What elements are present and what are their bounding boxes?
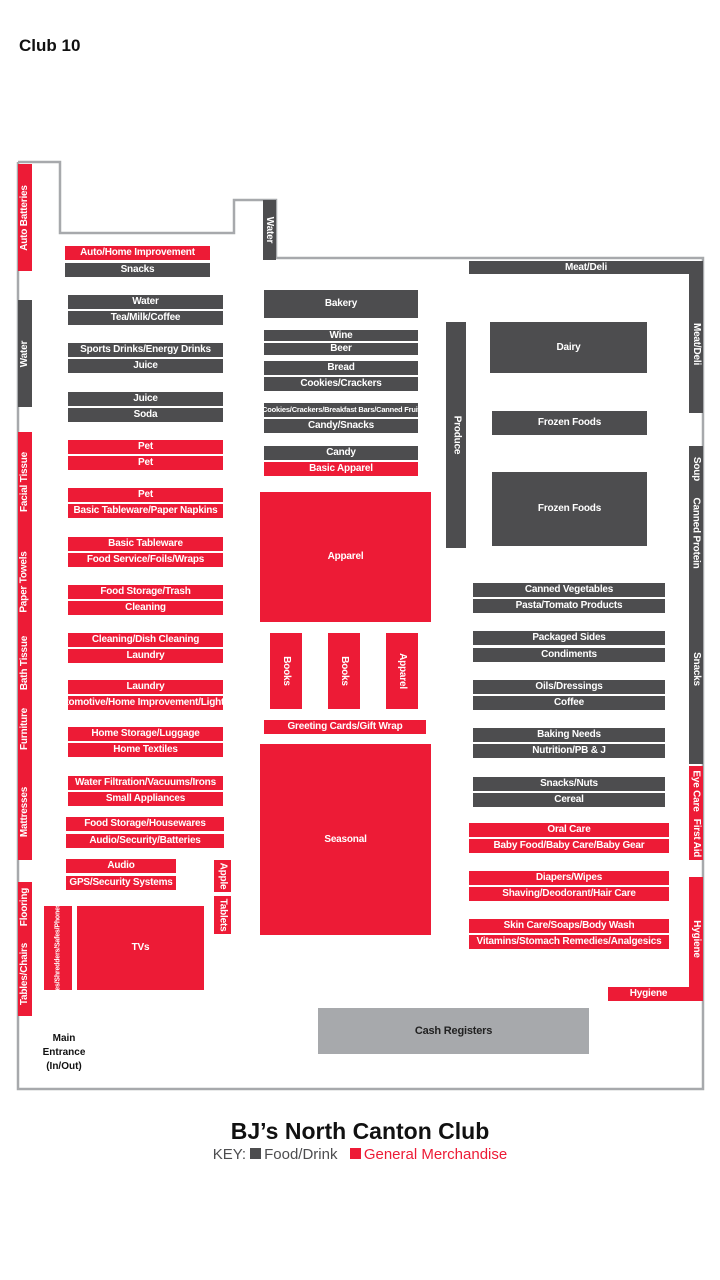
wall-furniture[interactable]: Furniture bbox=[18, 694, 32, 764]
aisle-auto-home-improvement[interactable]: Auto/Home Improvement bbox=[65, 246, 210, 260]
beer[interactable]: Beer bbox=[264, 343, 418, 355]
aisle-automotive-lighting[interactable]: Automotive/Home Improvement/Lighting bbox=[52, 697, 239, 708]
bread[interactable]: Bread bbox=[264, 361, 418, 375]
candy[interactable]: Candy bbox=[264, 446, 418, 460]
wall-tables-chairs[interactable]: Tables/Chairs bbox=[18, 932, 32, 1016]
aisle-tea-milk-coffee[interactable]: Tea/Milk/Coffee bbox=[68, 311, 223, 325]
club-number: Club 10 bbox=[19, 36, 81, 55]
aisle-water[interactable]: Water bbox=[68, 295, 223, 309]
tablets[interactable]: Tablets bbox=[214, 896, 231, 934]
legend bbox=[0, 1146, 720, 1163]
wall-snacks[interactable]: Snacks bbox=[689, 574, 703, 764]
aisle-home-storage[interactable]: Home Storage/Luggage bbox=[68, 727, 223, 741]
aisle-dish-cleaning[interactable]: Cleaning/Dish Cleaning bbox=[68, 633, 223, 647]
aisle-juice-2[interactable]: Juice bbox=[68, 392, 223, 406]
aisle-food-service[interactable]: Food Service/Foils/Wraps bbox=[68, 553, 223, 567]
office-supplies[interactable]: Office Supplies/Shredders/Safes/Phones/Printers/Ink bbox=[44, 906, 72, 990]
seasonal[interactable]: Seasonal bbox=[260, 744, 431, 935]
aisle-pet[interactable]: Pet bbox=[68, 440, 223, 454]
aisle-snacks[interactable]: Snacks bbox=[65, 263, 210, 277]
aisle-shaving[interactable]: Shaving/Deodorant/Hair Care bbox=[469, 887, 669, 901]
basic-apparel[interactable]: Basic Apparel bbox=[264, 462, 418, 476]
wall-meat-deli-right[interactable]: Meat/Deli bbox=[689, 274, 703, 413]
aisle-baking-needs[interactable]: Baking Needs bbox=[473, 728, 665, 742]
legend-food: Food/Drink bbox=[264, 1146, 338, 1163]
frozen-foods-2[interactable]: Frozen Foods bbox=[492, 472, 647, 546]
apple[interactable]: Apple bbox=[214, 860, 231, 892]
wall-water[interactable]: Water bbox=[18, 300, 32, 407]
aisle-food-storage-trash[interactable]: Food Storage/Trash bbox=[68, 585, 223, 599]
aisle-cereal[interactable]: Cereal bbox=[473, 793, 665, 807]
wall-auto-batteries[interactable]: Auto Batteries bbox=[18, 164, 32, 271]
wall-canned-protein[interactable]: Canned Protein bbox=[689, 492, 703, 574]
aisle-packaged-sides[interactable]: Packaged Sides bbox=[473, 631, 665, 645]
aisle-canned-vegetables[interactable]: Canned Vegetables bbox=[473, 583, 665, 597]
aisle-basic-tableware[interactable]: Basic Tableware bbox=[68, 537, 223, 551]
greeting-cards[interactable]: Greeting Cards/Gift Wrap bbox=[264, 720, 426, 734]
aisle-skin-care[interactable]: Skin Care/Soaps/Body Wash bbox=[469, 919, 669, 933]
aisle-coffee[interactable]: Coffee bbox=[473, 696, 665, 710]
aisle-pet-3[interactable]: Pet bbox=[68, 488, 223, 502]
frozen-foods[interactable]: Frozen Foods bbox=[492, 411, 647, 435]
wall-hygiene[interactable]: Hygiene bbox=[689, 877, 703, 1001]
legend-general: General Merchandise bbox=[363, 1146, 508, 1163]
apparel[interactable]: Apparel bbox=[260, 492, 431, 622]
aisle-home-textiles[interactable]: Home Textiles bbox=[68, 743, 223, 757]
candy-snacks[interactable]: Candy/Snacks bbox=[264, 419, 418, 433]
wall-water-top[interactable]: Water bbox=[263, 200, 276, 260]
aisle-laundry[interactable]: Laundry bbox=[68, 649, 223, 663]
wall-eye-care[interactable]: Eye Care bbox=[689, 766, 703, 816]
aisle-oral-care[interactable]: Oral Care bbox=[469, 823, 669, 837]
aisle-juice[interactable]: Juice bbox=[68, 359, 223, 373]
produce[interactable]: Produce bbox=[446, 322, 466, 548]
aisle-vitamins[interactable]: Vitamins/Stomach Remedies/Analgesics bbox=[469, 935, 669, 949]
wall-facial-tissue[interactable]: Facial Tissue bbox=[18, 432, 32, 532]
cookies-crackers[interactable]: Cookies/Crackers bbox=[264, 377, 418, 391]
dairy[interactable]: Dairy bbox=[490, 322, 647, 373]
aisle-small-appliances[interactable]: Small Appliances bbox=[68, 792, 223, 806]
aisle-soda[interactable]: Soda bbox=[68, 408, 223, 422]
entrance-line-3: (In/Out) bbox=[46, 1061, 82, 1072]
aisle-baby-food[interactable]: Baby Food/Baby Care/Baby Gear bbox=[469, 839, 669, 853]
aisle-diapers-wipes[interactable]: Diapers/Wipes bbox=[469, 871, 669, 885]
entrance-line-2: Entrance bbox=[42, 1047, 86, 1058]
store-title: BJ’s North Canton Club bbox=[230, 1118, 490, 1144]
books[interactable]: Books bbox=[270, 633, 302, 709]
food-swatch bbox=[250, 1148, 261, 1159]
apparel-2[interactable]: Apparel bbox=[386, 633, 418, 709]
aisle-audio[interactable]: Audio bbox=[66, 859, 176, 873]
entrance-line-1: Main bbox=[52, 1033, 76, 1044]
tvs[interactable]: TVs bbox=[77, 906, 204, 990]
main-entrance bbox=[34, 1032, 94, 1074]
wall-paper-towels[interactable]: Paper Towels bbox=[18, 532, 32, 632]
cookies-breakfast-bars[interactable]: Cookies/Crackers/Breakfast Bars/Canned Fruit bbox=[264, 403, 418, 417]
aisle-cleaning[interactable]: Cleaning bbox=[68, 601, 223, 615]
aisle-gps-security[interactable]: GPS/Security Systems bbox=[66, 876, 176, 890]
hygiene-bottom[interactable]: Hygiene bbox=[608, 987, 689, 1001]
aisle-basic-tableware-napkins[interactable]: Basic Tableware/Paper Napkins bbox=[68, 504, 223, 518]
aisle-pet-2[interactable]: Pet bbox=[68, 456, 223, 470]
wall-soup[interactable]: Soup bbox=[689, 446, 703, 492]
aisle-audio-security-batteries[interactable]: Audio/Security/Batteries bbox=[66, 834, 224, 848]
aisle-sports-drinks[interactable]: Sports Drinks/Energy Drinks bbox=[68, 343, 223, 357]
wall-bath-tissue[interactable]: Bath Tissue bbox=[18, 632, 32, 694]
general-swatch bbox=[350, 1148, 361, 1159]
aisle-nutrition-pbj[interactable]: Nutrition/PB & J bbox=[473, 744, 665, 758]
aisle-water-filtration[interactable]: Water Filtration/Vacuums/Irons bbox=[68, 776, 223, 790]
wall-meat-deli-top[interactable]: Meat/Deli bbox=[469, 261, 703, 274]
aisle-food-storage-housewares[interactable]: Food Storage/Housewares bbox=[66, 817, 224, 831]
wall-flooring[interactable]: Flooring bbox=[18, 882, 32, 932]
aisle-oils-dressings[interactable]: Oils/Dressings bbox=[473, 680, 665, 694]
aisle-snacks-nuts[interactable]: Snacks/Nuts bbox=[473, 777, 665, 791]
wall-first-aid[interactable]: First Aid bbox=[689, 816, 703, 860]
aisle-laundry-2[interactable]: Laundry bbox=[68, 680, 223, 694]
cash-registers[interactable]: Cash Registers bbox=[318, 1008, 589, 1054]
legend-label: KEY: bbox=[212, 1146, 247, 1163]
aisle-condiments[interactable]: Condiments bbox=[473, 648, 665, 662]
books-2[interactable]: Books bbox=[328, 633, 360, 709]
aisle-pasta-tomato[interactable]: Pasta/Tomato Products bbox=[473, 599, 665, 613]
bakery[interactable]: Bakery bbox=[264, 290, 418, 318]
wall-mattresses[interactable]: Mattresses bbox=[18, 764, 32, 860]
wine[interactable]: Wine bbox=[264, 330, 418, 341]
